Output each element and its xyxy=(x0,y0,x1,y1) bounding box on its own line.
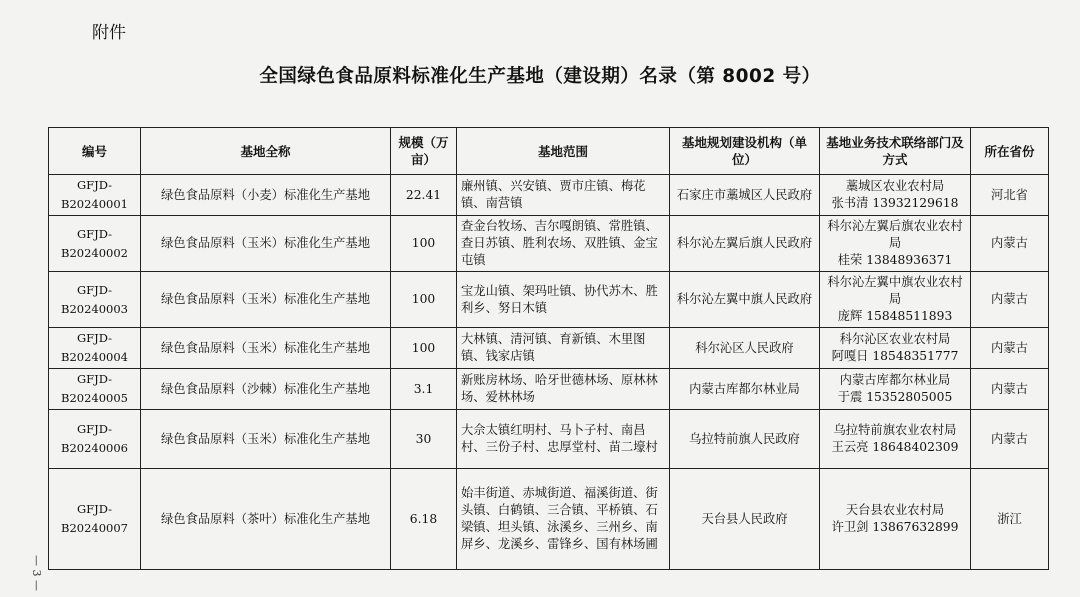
row-id: GFJD-B20240003 xyxy=(49,272,141,328)
column-header-scope: 基地范围 xyxy=(457,128,670,175)
row-contact-dept: 内蒙古库都尔林业局 xyxy=(839,373,951,387)
row-contact-cell xyxy=(820,175,971,216)
document-title: 全国绿色食品原料标准化生产基地（建设期）名录（第 8002 号） xyxy=(259,66,821,87)
row-scope: 始丰街道、赤城街道、福溪街道、街头镇、白鹤镇、三合镇、平桥镇、石梁镇、坦头镇、泳溪乡、三州乡、南屏乡、龙溪乡、雷锋乡、国有林场圃 xyxy=(457,469,670,570)
row-contact-dept: 天台县农业农村局 xyxy=(845,503,945,517)
row-name: 绿色食品原料（小麦）标准化生产基地 xyxy=(141,175,391,216)
column-header-org: 基地规划建设机构（单位） xyxy=(670,128,820,175)
table-row xyxy=(49,410,1049,469)
row-contact: 桂荣 13848936371 xyxy=(837,253,953,267)
row-scope: 查金台牧场、吉尔嘎朗镇、常胜镇、查日苏镇、胜利农场、双胜镇、金宝屯镇 xyxy=(457,216,670,272)
row-scope: 大佘太镇红明村、马卜子村、南昌村、三份子村、忠厚堂村、苗二壕村 xyxy=(457,410,670,469)
row-contact-dept: 科尔沁左翼后旗农业农村局 xyxy=(827,219,963,250)
row-name: 绿色食品原料（玉米）标准化生产基地 xyxy=(141,216,391,272)
row-province: 内蒙古 xyxy=(971,272,1049,328)
row-province: 内蒙古 xyxy=(971,216,1049,272)
row-scope: 大林镇、清河镇、育新镇、木里图镇、钱家店镇 xyxy=(457,328,670,369)
row-scale: 6.18 xyxy=(391,469,457,570)
row-province: 河北省 xyxy=(971,175,1049,216)
row-contact-dept: 科尔沁左翼中旗农业农村局 xyxy=(827,275,963,306)
row-scale: 3.1 xyxy=(391,369,457,410)
row-contact-cell xyxy=(820,469,971,570)
column-header-contact: 基地业务技术联络部门及方式 xyxy=(820,128,971,175)
row-org: 内蒙古库都尔林业局 xyxy=(670,369,820,410)
row-scope: 新账房林场、哈牙世德林场、原林林场、爱林林场 xyxy=(457,369,670,410)
row-scope: 宝龙山镇、架玛吐镇、协代苏木、胜利乡、努日木镇 xyxy=(457,272,670,328)
row-org: 天台县人民政府 xyxy=(670,469,820,570)
base-directory-table xyxy=(48,127,1049,570)
row-id: GFJD-B20240006 xyxy=(49,410,141,469)
page-number: — 3 — xyxy=(30,555,43,591)
row-org: 科尔沁区人民政府 xyxy=(670,328,820,369)
row-scale: 100 xyxy=(391,216,457,272)
row-name: 绿色食品原料（沙棘）标准化生产基地 xyxy=(141,369,391,410)
row-name: 绿色食品原料（玉米）标准化生产基地 xyxy=(141,410,391,469)
column-header-name: 基地全称 xyxy=(141,128,391,175)
row-scale: 30 xyxy=(391,410,457,469)
row-name: 绿色食品原料（玉米）标准化生产基地 xyxy=(141,328,391,369)
row-contact: 庞辉 15848511893 xyxy=(837,309,953,323)
row-contact-cell xyxy=(820,369,971,410)
row-contact: 许卫剑 13867632899 xyxy=(831,520,959,534)
row-name: 绿色食品原料（茶叶）标准化生产基地 xyxy=(141,469,391,570)
row-id: GFJD-B20240001 xyxy=(49,175,141,216)
table-row xyxy=(49,272,1049,328)
table-row xyxy=(49,216,1049,272)
row-scale: 100 xyxy=(391,272,457,328)
row-org: 科尔沁左翼后旗人民政府 xyxy=(670,216,820,272)
row-scope: 廉州镇、兴安镇、贾市庄镇、梅花镇、南营镇 xyxy=(457,175,670,216)
row-contact: 于震 15352805005 xyxy=(837,390,953,404)
row-id: GFJD-B20240002 xyxy=(49,216,141,272)
row-scale: 100 xyxy=(391,328,457,369)
row-contact-cell xyxy=(820,410,971,469)
row-contact: 张书清 13932129618 xyxy=(831,196,959,210)
row-id: GFJD-B20240004 xyxy=(49,328,141,369)
row-province: 浙江 xyxy=(971,469,1049,570)
row-contact-cell xyxy=(820,272,971,328)
table-header-row xyxy=(49,128,1049,175)
row-org: 石家庄市藁城区人民政府 xyxy=(670,175,820,216)
table-row xyxy=(49,328,1049,369)
row-province: 内蒙古 xyxy=(971,328,1049,369)
row-org: 乌拉特前旗人民政府 xyxy=(670,410,820,469)
row-scale: 22.41 xyxy=(391,175,457,216)
row-province: 内蒙古 xyxy=(971,410,1049,469)
row-org: 科尔沁左翼中旗人民政府 xyxy=(670,272,820,328)
attachment-label: 附件 xyxy=(92,23,126,43)
column-header-province: 所在省份 xyxy=(971,128,1049,175)
row-contact-cell xyxy=(820,216,971,272)
row-province: 内蒙古 xyxy=(971,369,1049,410)
column-header-id: 编号 xyxy=(49,128,141,175)
row-id: GFJD-B20240005 xyxy=(49,369,141,410)
row-contact-dept: 乌拉特前旗农业农村局 xyxy=(833,423,957,437)
row-contact-dept: 藁城区农业农村局 xyxy=(845,179,945,193)
table-row xyxy=(49,175,1049,216)
row-contact: 王云亮 18648402309 xyxy=(831,440,959,454)
row-contact-cell xyxy=(820,328,971,369)
column-header-scale: 规模（万亩） xyxy=(391,128,457,175)
table-row xyxy=(49,469,1049,570)
row-id: GFJD-B20240007 xyxy=(49,469,141,570)
row-name: 绿色食品原料（玉米）标准化生产基地 xyxy=(141,272,391,328)
row-contact: 阿嘎日 18548351777 xyxy=(831,349,959,363)
table-row xyxy=(49,369,1049,410)
row-contact-dept: 科尔沁区农业农村局 xyxy=(839,332,951,346)
